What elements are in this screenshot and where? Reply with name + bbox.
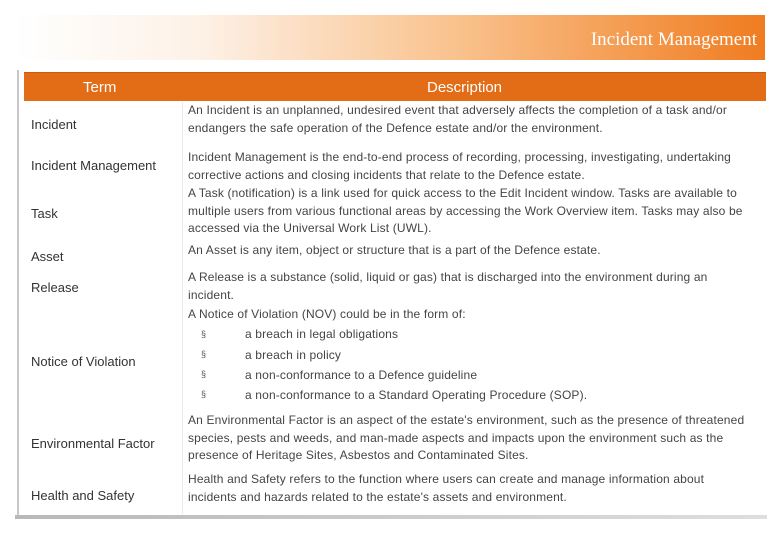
term-notice-of-violation: Notice of Violation [31, 354, 136, 369]
term-environmental-factor: Environmental Factor [31, 436, 155, 451]
desc-incident-management: Incident Management is the end-to-end process of recording, processing, investigating, undertaking corrective actions and closing incidents that relate to the Defence estate. [188, 150, 732, 182]
term-health-and-safety: Health and Safety [31, 488, 135, 503]
desc-task: A Task (notification) is a link used for quick access to the Edit Incident window. Tasks are available to multiple users from various functional areas by accessing the Work Overview item. Tasks may also be accessed via the Universal Work List (UWL). [188, 186, 743, 235]
header-description: Description [427, 79, 503, 96]
desc-release: A Release is a substance (solid, liquid or gas) that is discharged into the environment during an incident. [188, 270, 708, 302]
page-title: Incident Management [590, 29, 757, 50]
bullet-marker: § [201, 329, 207, 339]
desc-environmental-factor: An Environmental Factor is an aspect of the estate's environment, such as the presence of threatened species, pests and weeds, and man-made aspects and impacts upon the environment such as the presence of Heritage Sites, Asbestos and Contaminated Sites. [188, 413, 745, 462]
desc-notice-of-violation: A Notice of Violation (NOV) could be in the form of: [188, 307, 466, 321]
header-term: Term [83, 79, 117, 96]
bullet-marker: § [201, 349, 207, 359]
nov-bullet-4: a non-conformance to a Standard Operating Procedure (SOP). [245, 388, 588, 402]
nov-bullet-1: a breach in legal obligations [245, 327, 399, 341]
desc-health-and-safety: Health and Safety refers to the function where users can create and manage information about incidents and hazards related to the estate's assets and environment. [188, 472, 705, 504]
table-header [24, 72, 766, 101]
desc-asset: An Asset is any item, object or structure that is a part of the Defence estate. [188, 243, 601, 257]
desc-incident: An Incident is an unplanned, undesired event that adversely affects the completion of a task and/or endangers the safe operation of the Defence estate and/or the environment. [188, 103, 727, 135]
term-release: Release [31, 280, 79, 295]
term-incident: Incident [31, 117, 77, 132]
nov-bullet-3: a non-conformance to a Defence guideline [245, 368, 478, 382]
nov-bullet-2: a breach in policy [245, 348, 342, 362]
left-border-line [17, 70, 19, 516]
term-asset: Asset [31, 249, 64, 264]
term-incident-management: Incident Management [31, 158, 157, 173]
column-divider [182, 102, 183, 514]
term-task: Task [31, 206, 58, 221]
bottom-border-line [15, 515, 767, 519]
bullet-marker: § [201, 389, 207, 399]
title-banner [15, 15, 765, 60]
bullet-marker: § [201, 369, 207, 379]
